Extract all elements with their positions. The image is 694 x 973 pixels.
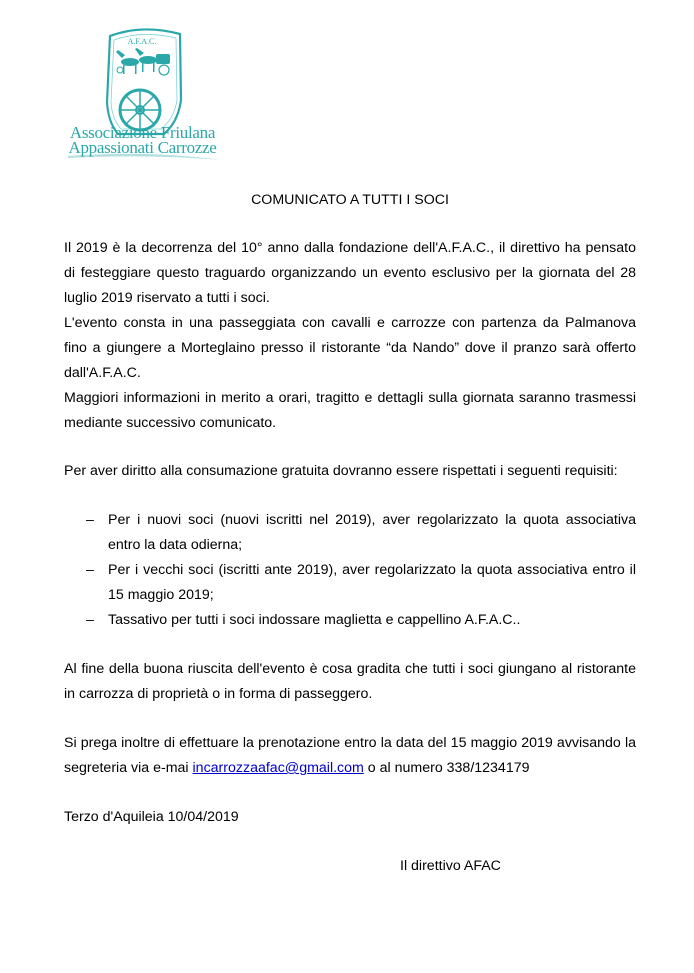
- text-line: Per i vecchi soci (iscritti ante 2019), aver regolarizzato la quota associativa entro il: [108, 562, 636, 578]
- text-line: luglio 2019 riservato a tutti i soci.: [64, 290, 270, 306]
- bullet-dash: –: [86, 612, 94, 628]
- email-link[interactable]: incarrozzaafac@gmail.com: [192, 760, 364, 776]
- intro-paragraph: [64, 236, 636, 436]
- logo-name-line-1: Associazione Friulana: [69, 123, 216, 142]
- text-line: entro la data odierna;: [108, 537, 243, 553]
- text-line: Il 2019 è la decorrenza del 10° anno dalla fondazione dell'A.F.A.C., il direttivo ha pensato: [64, 240, 636, 256]
- text-line: L'evento consta in una passeggiata con cavalli e carrozze con partenza da Palmanova: [64, 315, 636, 331]
- text-line: [64, 756, 636, 781]
- booking-paragraph: [64, 731, 636, 781]
- booking-text-suffix: o al numero 338/1234179: [363, 760, 530, 776]
- bullet-dash: –: [86, 562, 94, 578]
- text-line: fino a giungere a Morteglaino presso il ristorante “da Nando” dove il pranzo sarà offerto: [64, 340, 636, 356]
- svg-text:A.F.A.C.: A.F.A.C.: [127, 37, 157, 46]
- text-line: dall'A.F.A.C.: [64, 365, 141, 381]
- booking-text-prefix: segreteria via e-mai: [64, 760, 193, 776]
- list-item: [86, 508, 636, 558]
- bullet-dash: –: [86, 512, 94, 528]
- text-line: mediante successivo comunicato.: [64, 415, 277, 431]
- text-line: Maggiori informazioni in merito a orari, tragitto e dettagli sulla giornata saranno trasmessi: [64, 390, 636, 406]
- page-title: COMUNICATO A TUTTI I SOCI: [251, 192, 449, 208]
- text-line: in carrozza di proprietà o in forma di passeggero.: [64, 686, 373, 702]
- list-item: [86, 608, 636, 633]
- text-line: Al fine della buona riuscita dell'evento è cosa gradita che tutti i soci giungano al ristorante: [64, 661, 636, 677]
- text-line: Per i nuovi soci (nuovi iscritti nel 2019), aver regolarizzato la quota associativa: [108, 512, 636, 528]
- text-line: 15 maggio 2019;: [108, 587, 214, 603]
- signature: Il direttivo AFAC: [400, 858, 501, 874]
- logo-name-line-2: Appassionati Carrozze: [68, 138, 217, 157]
- list-item: [86, 558, 636, 608]
- text-line: Per aver diritto alla consumazione gratuita dovranno essere rispettati i seguenti requisiti:: [64, 463, 618, 479]
- text-line: Tassativo per tutti i soci indossare maglietta e cappellino A.F.A.C..: [108, 612, 521, 628]
- text-line: Si prega inoltre di effettuare la prenotazione entro la data del 15 maggio 2019 avvisando la: [64, 735, 636, 751]
- requirements-intro: [64, 459, 636, 484]
- text-line: di festeggiare questo traguardo organizzando un evento esclusivo per la giornata del 28: [64, 265, 636, 281]
- closing-paragraph: [64, 657, 636, 707]
- place-date: Terzo d'Aquileia 10/04/2019: [64, 809, 239, 825]
